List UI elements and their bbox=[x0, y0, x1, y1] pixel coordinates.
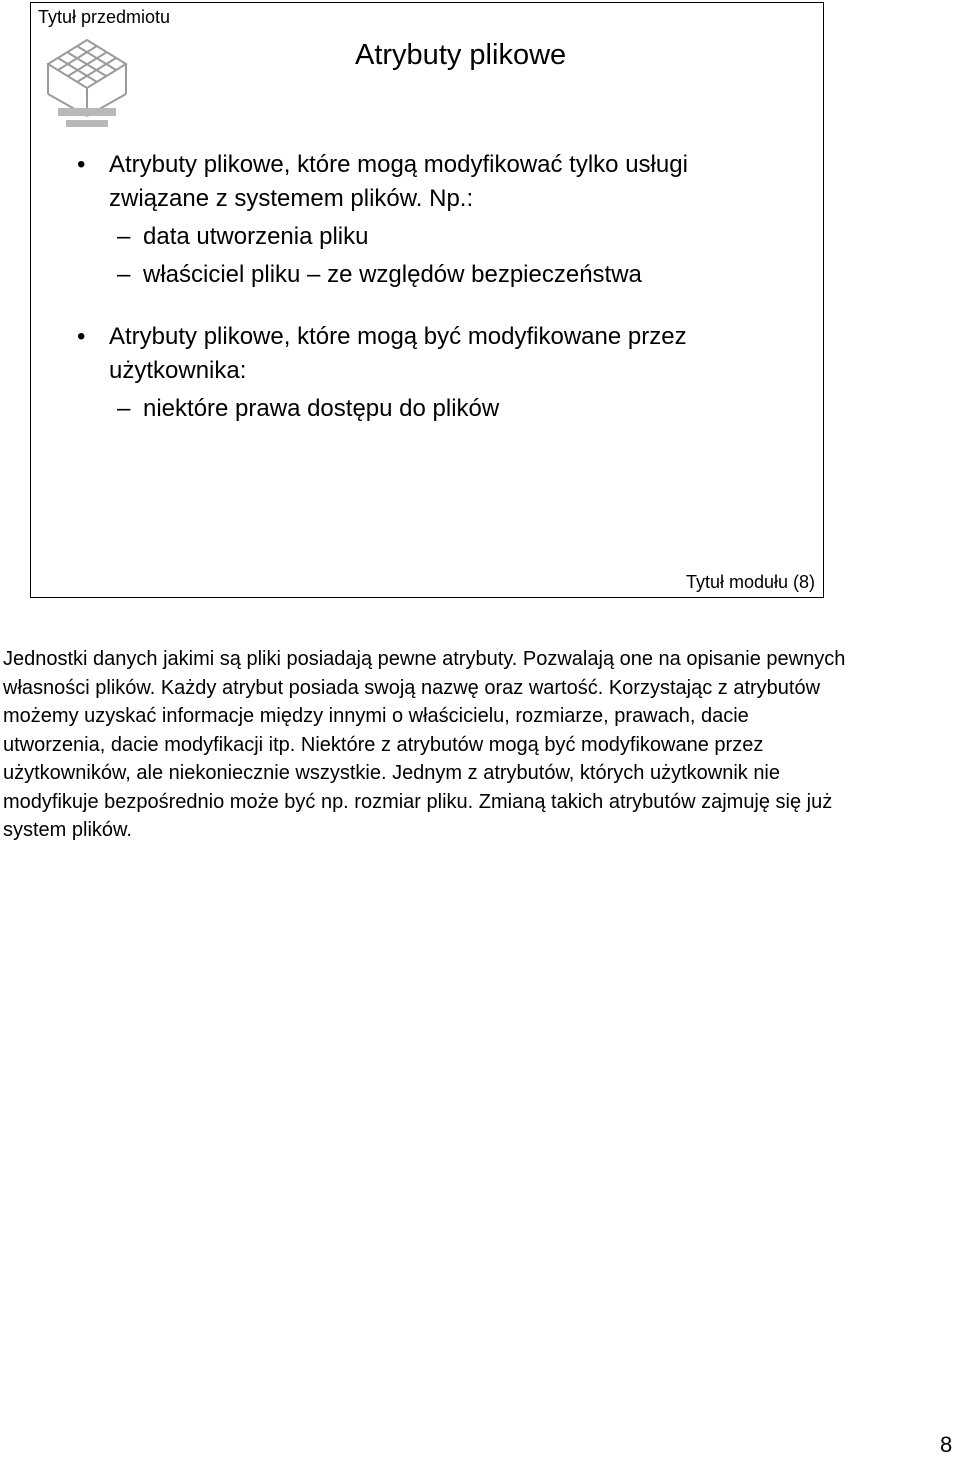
dash-icon: – bbox=[117, 395, 131, 422]
bullet-dot-icon: • bbox=[77, 151, 86, 178]
sub-item-text: niektóre prawa dostępu do plików bbox=[143, 395, 500, 422]
sub-item bbox=[77, 392, 757, 426]
sub-item-text: właściciel pliku – ze względów bezpieczeństwa bbox=[143, 261, 642, 288]
bullet-text: Atrybuty plikowe, które mogą być modyfikowane przez użytkownika: bbox=[109, 323, 687, 384]
page-number: 8 bbox=[940, 1432, 953, 1457]
bullet-item bbox=[77, 320, 757, 388]
bullet-list bbox=[77, 148, 757, 426]
sub-item bbox=[77, 220, 757, 254]
dash-icon: – bbox=[117, 223, 131, 250]
bullet-dot-icon: • bbox=[77, 323, 86, 350]
course-title: Tytuł przedmiotu bbox=[38, 7, 171, 27]
notes-paragraph: Jednostki danych jakimi są pliki posiadają pewne atrybuty. Pozwalają one na opisanie pewnych własności plików. Każdy atrybut posiada swoją nazwę oraz wartość. Korzystając z atrybutów możemy uzyskać informacje między innymi o właścicielu, rozmiarze, prawach, dacie utworzenia, dacie modyfikacji itp. Niektóre z atrybutów mogą być modyfikowane przez użytkowników, ale niekoniecznie wszystkie. Jednym z atrybutów, których użytkownik nie modyfikuje bezpośrednio może być np. rozmiar pliku. Zmianą takich atrybutów zajmuję się już system plików. bbox=[3, 648, 846, 841]
bullet-text: Atrybuty plikowe, które mogą modyfikować tylko usługi związane z systemem plików. Np.: bbox=[109, 151, 688, 212]
dash-icon: – bbox=[117, 261, 131, 288]
sub-item bbox=[77, 258, 757, 292]
bullet-item bbox=[77, 148, 757, 216]
slide-frame bbox=[30, 2, 824, 598]
sub-item-text: data utworzenia pliku bbox=[143, 223, 369, 250]
slide-title: Atrybuty plikowe bbox=[355, 39, 567, 71]
module-title: Tytuł modułu (8) bbox=[685, 572, 815, 592]
university-logo-icon bbox=[42, 34, 132, 134]
